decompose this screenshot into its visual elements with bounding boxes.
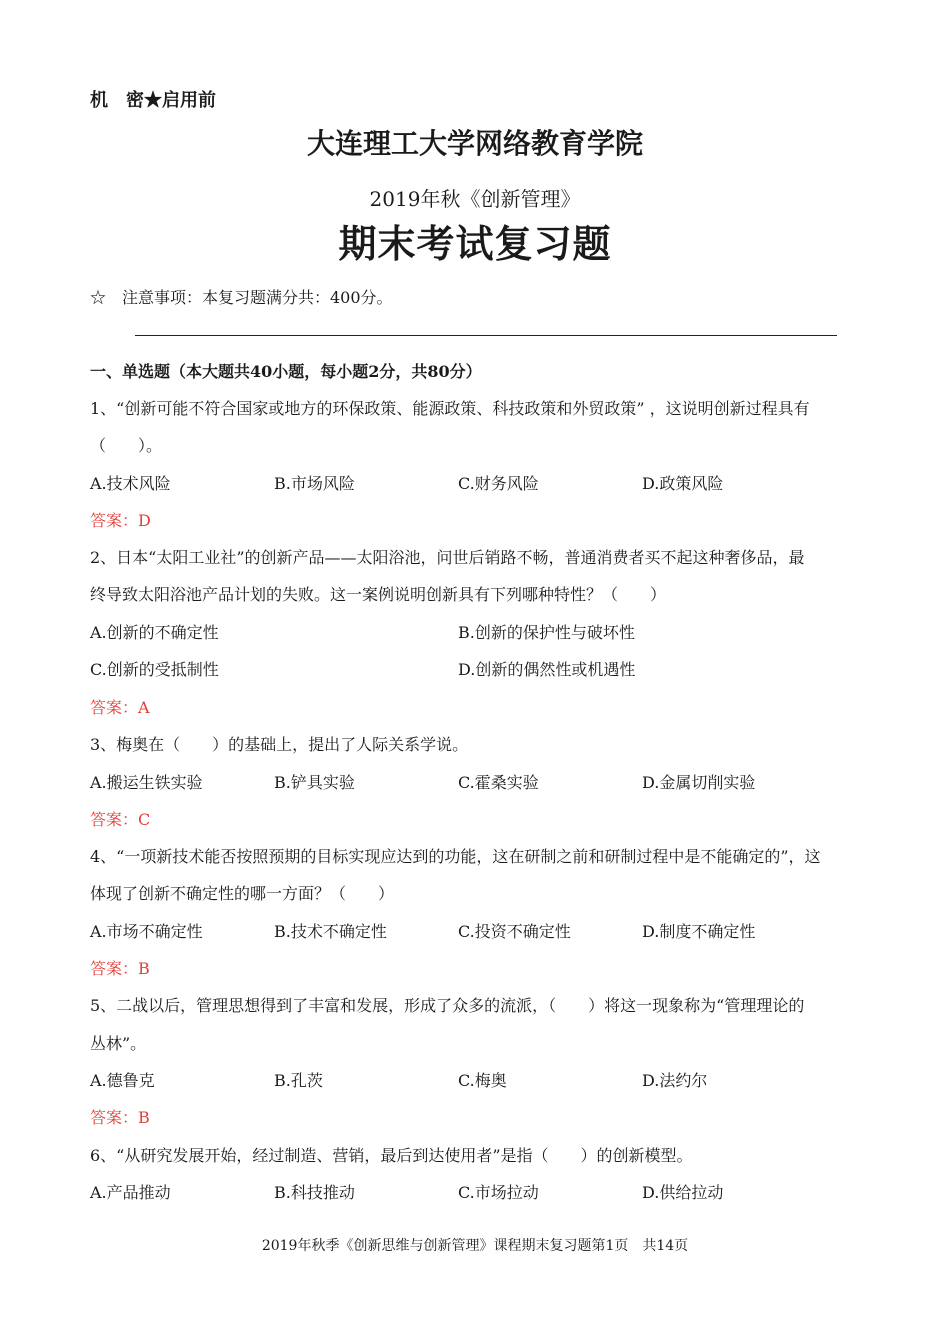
question-2-option-d: D.创新的偶然性或机遇性 xyxy=(458,660,636,679)
question-2-line-2: 终导致太阳浴池产品计划的失败。这一案例说明创新具有下列哪种特性？（ ） xyxy=(90,585,667,604)
question-6-option-a: A.产品推动 xyxy=(90,1183,171,1202)
question-4-option-d: D.制度不确定性 xyxy=(642,922,756,941)
course-line: 2019年秋《创新管理》 xyxy=(369,187,581,211)
question-5-option-a: A.德鲁克 xyxy=(90,1071,155,1090)
question-5-answer: 答案：B xyxy=(90,1108,150,1127)
question-6-option-d: D.供给拉动 xyxy=(642,1183,724,1202)
question-2-line-1: 2、日本“太阳工业社”的创新产品——太阳浴池，问世后销路不畅，普通消费者买不起这种奢侈品，最 xyxy=(90,548,805,567)
question-2-option-c: C.创新的受抵制性 xyxy=(90,660,219,679)
question-5-line-2: 丛林”。 xyxy=(90,1034,147,1053)
question-3-answer: 答案：C xyxy=(90,810,151,829)
question-1-line-2: （ ）。 xyxy=(90,436,163,455)
question-1-answer: 答案：D xyxy=(90,511,151,530)
question-3-option-a: A.搬运生铁实验 xyxy=(90,773,203,792)
question-6-option-b: B.科技推动 xyxy=(274,1183,355,1202)
question-2-answer: 答案：A xyxy=(90,698,150,717)
question-5-option-b: B.孔茨 xyxy=(274,1071,323,1090)
question-6-line-1: 6、“从研究发展开始，经过制造、营销，最后到达使用者”是指（ ）的创新模型。 xyxy=(90,1146,693,1165)
page-footer: 2019年秋季《创新思维与创新管理》课程期末复习题第1页 共14页 xyxy=(261,1238,689,1254)
notice: ☆ 注意事项：本复习题满分共：400分。 xyxy=(90,288,393,307)
question-3-option-d: D.金属切削实验 xyxy=(642,773,756,792)
divider xyxy=(135,335,837,336)
question-4-line-1: 4、“一项新技术能否按照预期的目标实现应达到的功能，这在研制之前和研制过程中是不能确定的”，这 xyxy=(90,847,821,866)
question-1-option-b: B.市场风险 xyxy=(274,474,355,493)
question-1-option-c: C.财务风险 xyxy=(458,474,539,493)
question-3-line-1: 3、梅奥在（ ）的基础上，提出了人际关系学说。 xyxy=(90,735,469,754)
exam-title: 期末考试复习题 xyxy=(338,221,612,266)
question-1-option-d: D.政策风险 xyxy=(642,474,724,493)
question-5-option-d: D.法约尔 xyxy=(642,1071,708,1090)
question-4-line-2: 体现了创新不确定性的哪一方面？（ ） xyxy=(90,884,395,903)
question-3-option-c: C.霍桑实验 xyxy=(458,773,539,792)
question-4-option-c: C.投资不确定性 xyxy=(458,922,571,941)
question-1-line-1: 1、“创新可能不符合国家或地方的环保政策、能源政策、科技政策和外贸政策” ，这说明创新过程具有 xyxy=(90,399,810,418)
section-title: 一、单选题（本大题共40小题，每小题2分，共80分） xyxy=(90,362,482,381)
question-4-option-a: A.市场不确定性 xyxy=(90,922,203,941)
question-6-option-c: C.市场拉动 xyxy=(458,1183,539,1202)
confidential-label: 机 密★启用前 xyxy=(90,90,216,111)
school-name: 大连理工大学网络教育学院 xyxy=(306,127,643,160)
question-2-option-a: A.创新的不确定性 xyxy=(90,623,219,642)
question-1-option-a: A.技术风险 xyxy=(90,474,171,493)
question-2-option-b: B.创新的保护性与破坏性 xyxy=(458,623,635,642)
question-4-answer: 答案：B xyxy=(90,959,150,978)
question-4-option-b: B.技术不确定性 xyxy=(274,922,387,941)
question-3-option-b: B.铲具实验 xyxy=(274,773,355,792)
question-5-line-1: 5、二战以后，管理思想得到了丰富和发展，形成了众多的流派，（ ）将这一现象称为“管理理论的 xyxy=(90,996,805,1015)
question-5-option-c: C.梅奥 xyxy=(458,1071,507,1090)
